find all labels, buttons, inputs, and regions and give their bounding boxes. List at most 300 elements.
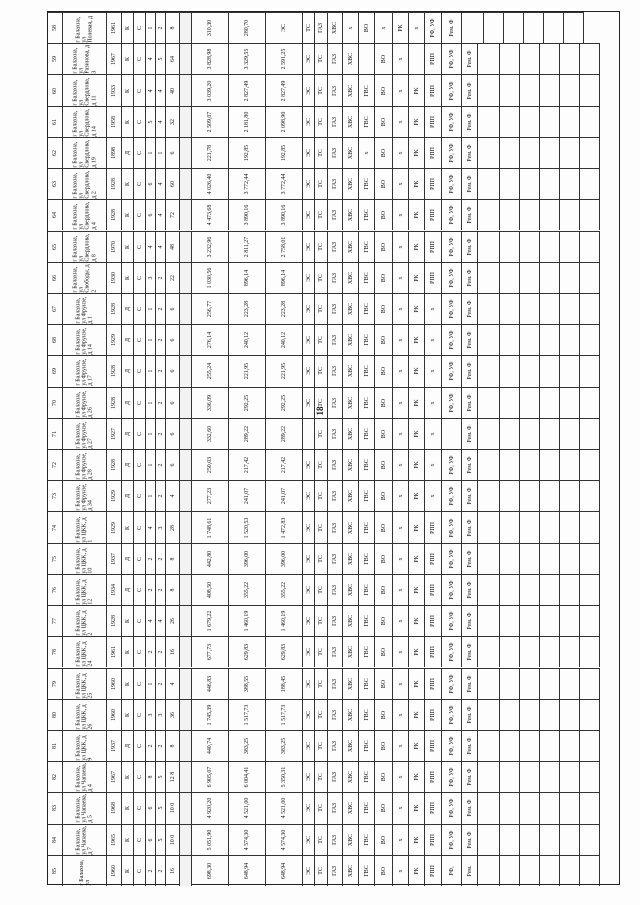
cell-text: РК <box>413 242 420 251</box>
cell-roof <box>409 262 425 293</box>
cell-year-built <box>107 12 122 43</box>
cell-text: 1 679,22 <box>206 610 213 632</box>
cell-sewerage <box>375 824 393 855</box>
cell-text: х <box>397 682 404 686</box>
cell-text: ХВС <box>347 677 354 690</box>
cell-roof <box>409 74 425 105</box>
cell-misc-flag <box>393 511 409 542</box>
cell-text: 442,80 <box>206 550 213 567</box>
cell-text: 2 <box>147 557 154 561</box>
cell-floors <box>146 168 156 199</box>
cell-text: г Балахна, ул Свердлова, д 2 <box>72 170 97 199</box>
cell-text: 4 920,20 <box>206 798 213 819</box>
cell-text: ГВС <box>363 272 370 284</box>
cell-text: 310,30 <box>206 19 213 37</box>
cell-text: ВО <box>380 679 387 688</box>
cell-hot-water <box>359 387 375 418</box>
cell-empty <box>544 12 564 43</box>
cell-entrances <box>156 574 166 605</box>
cell-misc-flag <box>393 74 409 105</box>
cell-text: РФ, УФ <box>448 205 455 225</box>
cell-hot-water <box>359 106 375 137</box>
cell-foundation <box>442 668 462 699</box>
cell-text: 1928 <box>110 615 117 628</box>
cell-blank <box>180 730 192 761</box>
cell-text: 241,07 <box>243 488 250 505</box>
cell-text: ХВС <box>347 334 354 347</box>
cell-text: Д <box>124 494 131 499</box>
cell-text: 221,95 <box>280 363 287 380</box>
cell-material <box>122 855 134 886</box>
cell-text: 396,00 <box>280 550 287 567</box>
cell-empty <box>540 106 560 137</box>
cell-text: 6 <box>147 213 154 217</box>
cell-entrances <box>156 480 166 511</box>
cell-text: 1 748,61 <box>206 517 213 538</box>
cell-text: Д <box>124 307 131 312</box>
cell-sewerage <box>375 199 393 230</box>
cell-power-supply <box>303 106 315 137</box>
cell-sewerage <box>375 543 393 574</box>
cell-text: Рем. Ф <box>466 456 473 474</box>
cell-text: х <box>397 744 404 748</box>
cell-empty <box>520 543 540 574</box>
cell-text: РФ, УФ <box>448 268 455 288</box>
cell-text: ГАЗ <box>331 803 338 814</box>
cell-text: РК <box>413 367 420 376</box>
cell-year-built <box>107 730 122 761</box>
cell-empty <box>540 418 560 449</box>
cell-address <box>63 137 107 168</box>
cell-text: С <box>136 26 143 31</box>
cell-text: ЭС <box>305 492 312 501</box>
cell-empty <box>580 668 600 699</box>
cell-empty <box>520 730 540 761</box>
cell-empty <box>500 574 520 605</box>
cell-text: ГАЗ <box>331 116 338 127</box>
cell-text: РФ, УФ <box>448 49 455 69</box>
cell-text: ТС <box>317 523 324 532</box>
cell-empty <box>580 199 600 230</box>
cell-text: 4 <box>157 213 164 217</box>
cell-empty <box>500 168 520 199</box>
cell-empty <box>580 543 600 574</box>
cell-empty <box>500 636 520 667</box>
cell-text: С <box>136 775 143 780</box>
cell-material <box>122 636 134 667</box>
cell-gas <box>328 792 343 823</box>
cell-total-area <box>192 824 229 855</box>
cell-row-number <box>48 355 63 386</box>
cell-year-built <box>107 74 122 105</box>
cell-text: РФ, УФ <box>448 174 455 194</box>
cell-empty <box>560 574 580 605</box>
cell-facade-work <box>425 12 442 43</box>
cell-empty <box>564 12 584 43</box>
cell-repair-fund <box>462 605 478 636</box>
cell-text: ГВС <box>363 834 370 846</box>
cell-foundation <box>442 324 462 355</box>
cell-row-number <box>48 511 63 542</box>
cell-text: г Балахна, ул Фрунзе, д 14 <box>75 327 94 355</box>
cell-repair-fund <box>462 293 478 324</box>
cell-empty <box>478 137 500 168</box>
cell-empty <box>478 761 500 792</box>
cell-text: 2 591,25 <box>280 48 287 70</box>
cell-type <box>134 324 146 355</box>
cell-heating <box>315 355 328 386</box>
cell-text: 223,28 <box>243 300 250 318</box>
cell-text: ХВС <box>347 178 354 191</box>
cell-apartments <box>166 231 180 262</box>
cell-text: 6 <box>147 182 154 186</box>
cell-empty <box>580 43 600 74</box>
cell-living-area <box>229 199 266 230</box>
cell-misc-flag <box>393 855 409 886</box>
cell-heating <box>315 168 328 199</box>
cell-blank <box>180 792 192 823</box>
cell-text: Рем. Ф <box>466 81 473 100</box>
cell-type <box>134 730 146 761</box>
cell-empty <box>520 418 540 449</box>
cell-entrances <box>156 199 166 230</box>
cell-empty <box>520 199 540 230</box>
cell-misc-flag <box>393 792 409 823</box>
cell-sewerage <box>375 792 393 823</box>
cell-apartments <box>166 699 180 730</box>
cell-power-supply <box>303 668 315 699</box>
cell-living-area <box>229 168 266 199</box>
cell-text: 192,85 <box>243 144 250 162</box>
cell-text: РФ, УФ <box>448 580 455 600</box>
cell-misc-flag <box>393 480 409 511</box>
cell-empty <box>540 74 560 105</box>
cell-text: ЭС <box>305 55 312 64</box>
cell-text: 396,00 <box>243 550 250 567</box>
cell-text: РФ, УФ <box>448 455 455 475</box>
cell-hot-water <box>359 543 375 574</box>
cell-apartments <box>166 449 180 480</box>
cell-material <box>122 824 134 855</box>
cell-gas <box>328 418 343 449</box>
cell-text: ТС <box>317 180 324 188</box>
cell-hot-water <box>359 43 375 74</box>
cell-text: 240,12 <box>243 332 250 349</box>
cell-roof <box>409 355 425 386</box>
cell-text: 221,95 <box>243 363 250 380</box>
cell-text: 26 <box>169 618 176 625</box>
cell-misc-flag <box>393 12 409 43</box>
cell-material <box>122 137 134 168</box>
cell-type <box>134 574 146 605</box>
cell-text: х <box>397 713 404 717</box>
cell-empty <box>580 636 600 667</box>
table-row <box>48 137 619 168</box>
cell-text: 1967 <box>110 771 117 784</box>
cell-entrances <box>156 74 166 105</box>
cell-misc-flag <box>393 824 409 855</box>
cell-text: 2 827,49 <box>243 80 250 101</box>
cell-type <box>134 168 146 199</box>
cell-text: 3 232,96 <box>206 236 213 257</box>
cell-text: 83 <box>51 805 58 812</box>
table-row <box>48 293 619 324</box>
cell-cold-water <box>343 574 359 605</box>
cell-empty <box>500 730 520 761</box>
cell-misc-flag <box>393 293 409 324</box>
cell-facade-work <box>425 293 442 324</box>
cell-text: ТС <box>317 336 324 344</box>
cell-apartments <box>166 480 180 511</box>
cell-empty <box>500 418 520 449</box>
cell-empty <box>560 137 580 168</box>
cell-text: 1 <box>147 463 154 467</box>
table-row <box>48 511 619 542</box>
cell-row-number <box>48 74 63 105</box>
cell-text: г Балахна, ул ЦКК, д 2 <box>75 610 94 636</box>
cell-text: ВО <box>380 148 387 158</box>
cell-type <box>134 792 146 823</box>
table-row <box>48 262 619 293</box>
cell-text: РК <box>413 804 420 813</box>
cell-text: 2 <box>157 276 164 280</box>
cell-gas <box>328 636 343 667</box>
cell-repair-fund <box>462 355 478 386</box>
cell-text: ВО <box>380 304 387 314</box>
cell-text: 59 <box>51 56 58 63</box>
cell-gas <box>328 480 343 511</box>
cell-facade-work <box>425 761 442 792</box>
cell-text: 28 <box>169 524 176 531</box>
cell-text: х <box>397 869 404 873</box>
cell-empty <box>520 855 540 886</box>
cell-text: 79 <box>51 680 58 687</box>
cell-text: х <box>397 307 404 311</box>
cell-text: г Балахна, ул Фрунзе, д 28 <box>75 452 94 480</box>
cell-text: 6 <box>169 432 176 436</box>
cell-text: 383,25 <box>280 737 287 755</box>
cell-power-supply <box>303 699 315 730</box>
cell-text: 16 <box>169 649 176 656</box>
cell-text: 1928 <box>110 396 117 409</box>
cell-material <box>122 543 134 574</box>
cell-text: РФ, УФ <box>448 549 455 569</box>
cell-private-area <box>266 699 303 730</box>
cell-text: ГАЗ <box>331 148 338 158</box>
cell-facade-work <box>425 699 442 730</box>
cell-private-area <box>266 480 303 511</box>
cell-blank <box>180 231 192 262</box>
table-row <box>48 668 619 699</box>
cell-text: ЭС <box>305 305 312 313</box>
cell-gas <box>328 387 343 418</box>
cell-text: РФ, УФ <box>448 237 455 257</box>
cell-cold-water <box>343 699 359 730</box>
cell-roof <box>409 511 425 542</box>
cell-empty <box>478 43 500 74</box>
cell-blank <box>180 605 192 636</box>
cell-material <box>122 262 134 293</box>
cell-text: 74 <box>51 524 58 531</box>
table-row <box>48 605 619 636</box>
cell-blank <box>180 511 192 542</box>
cell-text: С <box>136 400 143 405</box>
cell-text: г Балахна, ул ЦКК, д 12 <box>75 578 94 605</box>
cell-gas <box>328 574 343 605</box>
cell-row-number <box>48 543 63 574</box>
cell-hot-water <box>359 636 375 667</box>
cell-text: К <box>124 26 131 31</box>
cell-year-built <box>107 792 122 823</box>
cell-year-built <box>107 511 122 542</box>
cell-empty <box>580 387 600 418</box>
cell-text: 2 <box>157 557 164 561</box>
cell-heating <box>315 12 328 43</box>
cell-material <box>122 293 134 324</box>
cell-gas <box>328 543 343 574</box>
cell-text: РК <box>413 180 420 188</box>
cell-year-built <box>107 137 122 168</box>
cell-year-built <box>107 543 122 574</box>
cell-foundation <box>442 730 462 761</box>
cell-total-area <box>192 387 229 418</box>
cell-text: 2 <box>157 463 164 467</box>
cell-living-area <box>229 543 266 574</box>
cell-material <box>122 480 134 511</box>
cell-text: 8 <box>169 557 176 561</box>
cell-living-area <box>229 262 266 293</box>
cell-text: С <box>136 712 143 717</box>
cell-living-area <box>229 231 266 262</box>
cell-text: ВО <box>380 55 387 64</box>
cell-material <box>122 43 134 74</box>
cell-private-area <box>266 605 303 636</box>
cell-text: РК <box>413 211 420 219</box>
cell-text: ГВС <box>363 615 370 627</box>
cell-text: х <box>397 588 404 592</box>
cell-text: РФ, УФ <box>448 80 455 101</box>
cell-text: 3 <box>157 526 164 529</box>
cell-text: 32 <box>169 118 176 125</box>
cell-text: ГАЗ <box>331 834 338 845</box>
cell-private-area <box>266 106 303 137</box>
cell-text: 61 <box>51 118 58 125</box>
cell-total-area <box>192 168 229 199</box>
cell-apartments <box>166 824 180 855</box>
cell-heating <box>315 668 328 699</box>
cell-text: 2 <box>147 650 154 654</box>
cell-empty <box>580 418 600 449</box>
cell-text: х <box>397 401 404 405</box>
cell-empty <box>580 792 600 823</box>
cell-text: ХВС <box>347 521 354 534</box>
cell-living-area <box>229 668 266 699</box>
cell-text: 1 517,73 <box>280 704 287 726</box>
cell-row-number <box>48 824 63 855</box>
cell-living-area <box>229 418 266 449</box>
cell-empty <box>540 231 560 262</box>
cell-empty <box>580 855 600 886</box>
cell-empty <box>560 636 580 667</box>
cell-text: 8 <box>169 26 176 30</box>
table-row <box>48 449 619 480</box>
cell-foundation <box>442 355 462 386</box>
cell-text: х <box>397 806 404 810</box>
cell-apartments <box>166 636 180 667</box>
cell-text: х <box>397 775 404 779</box>
cell-roof <box>409 168 425 199</box>
cell-empty <box>560 231 580 262</box>
cell-text: 2 <box>157 307 164 311</box>
cell-text: 277,23 <box>206 488 213 505</box>
cell-address <box>63 792 107 823</box>
cell-misc-flag <box>393 636 409 667</box>
cell-private-area <box>266 199 303 230</box>
cell-roof <box>409 293 425 324</box>
cell-text: х <box>397 369 404 373</box>
cell-text: ТС <box>317 742 324 750</box>
cell-type <box>134 668 146 699</box>
cell-entrances <box>156 605 166 636</box>
cell-text: Рем. Ф <box>466 144 473 162</box>
cell-empty <box>560 418 580 449</box>
cell-heating <box>315 199 328 230</box>
cell-address <box>63 106 107 137</box>
cell-text: 73 <box>51 493 58 500</box>
cell-text: 629,83 <box>243 644 250 661</box>
cell-power-supply <box>303 262 315 293</box>
cell-gas <box>328 824 343 855</box>
cell-empty <box>580 730 600 761</box>
cell-text: РПП <box>429 178 436 191</box>
cell-text: ХВС <box>347 802 354 815</box>
cell-text: РФ, УФ <box>448 486 455 506</box>
cell-blank <box>180 636 192 667</box>
cell-heating <box>315 761 328 792</box>
cell-text: 4 521,00 <box>243 798 250 819</box>
cell-empty <box>540 511 560 542</box>
cell-text: РФ, УФ <box>448 361 455 382</box>
cell-text: 60 <box>51 87 58 94</box>
cell-text: 383,25 <box>243 737 250 755</box>
cell-facade-work <box>425 231 442 262</box>
cell-empty <box>520 792 540 823</box>
cell-entrances <box>156 792 166 823</box>
cell-row-number <box>48 231 63 262</box>
cell-empty <box>478 730 500 761</box>
cell-material <box>122 387 134 418</box>
cell-text: 5 <box>157 838 164 842</box>
cell-empty <box>478 324 500 355</box>
cell-empty <box>520 43 540 74</box>
cell-type <box>134 855 146 886</box>
cell-empty <box>500 231 520 262</box>
cell-foundation <box>442 293 462 324</box>
cell-total-area <box>192 574 229 605</box>
cell-text: Рем. Ф <box>448 19 455 37</box>
cell-text: 292,25 <box>280 394 287 411</box>
cell-private-area <box>266 855 303 886</box>
cell-gas <box>328 511 343 542</box>
cell-text: ВО <box>380 741 387 751</box>
cell-gas <box>328 355 343 386</box>
cell-empty <box>560 480 580 511</box>
cell-text: 2 <box>157 369 164 373</box>
cell-type <box>134 418 146 449</box>
cell-floors <box>146 231 156 262</box>
cell-roof <box>409 574 425 605</box>
cell-text: 64 <box>51 212 58 219</box>
